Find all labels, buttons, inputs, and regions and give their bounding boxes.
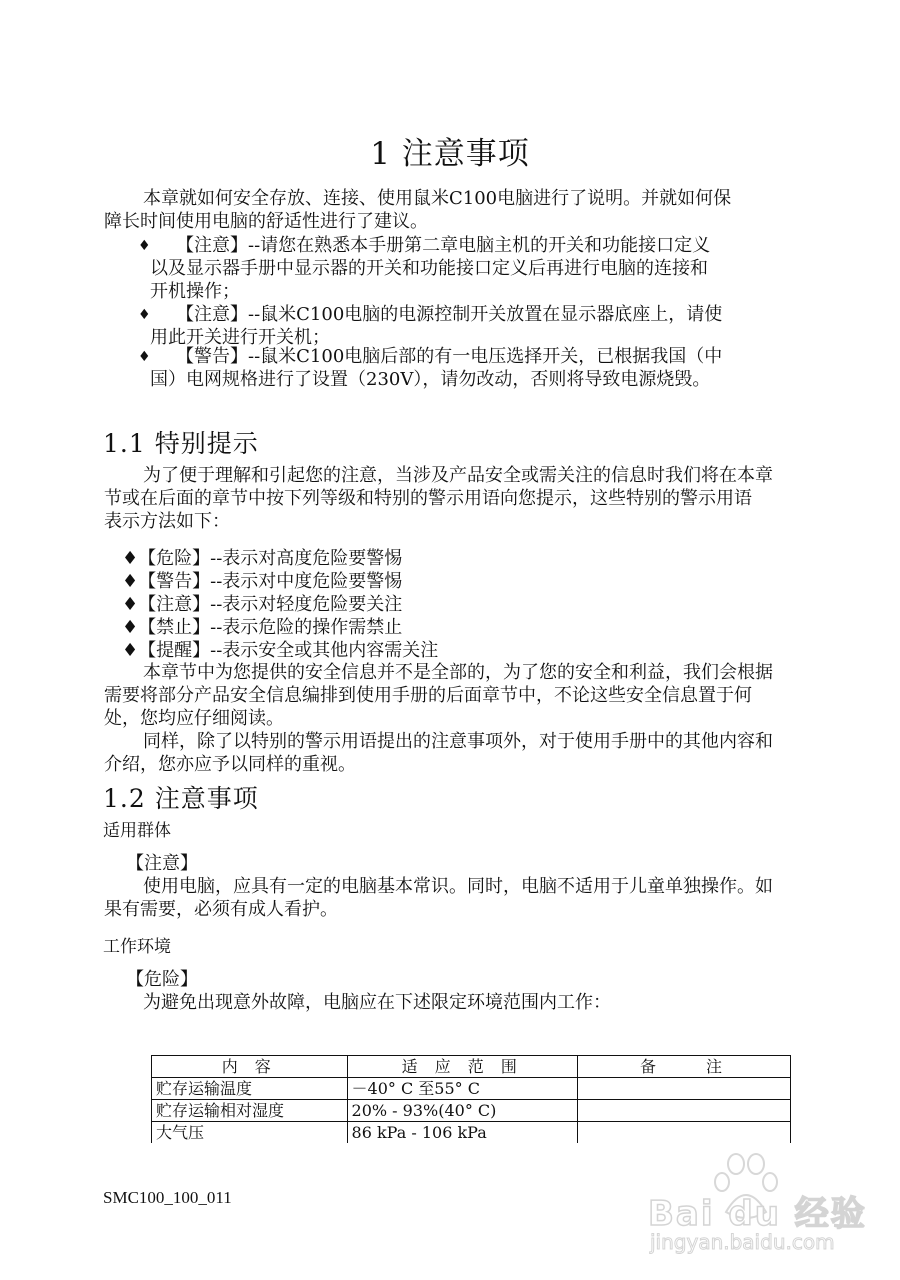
s11-para-line-3: 表示方法如下：	[104, 511, 230, 532]
caution-tag: 【注意】	[126, 853, 198, 874]
bullet-1-line-2: 以及显示器手册中显示器的开关和功能接口定义后再进行电脑的连接和	[150, 258, 708, 279]
work-environment-line: 为避免出现意外故障，电脑应在下述限定环境范围内工作：	[143, 992, 611, 1013]
level-caution: ♦【注意】--表示对轻度危险要关注	[122, 594, 403, 615]
environment-table	[151, 1055, 791, 1143]
table-header-cell: 适 应 范 围	[347, 1056, 577, 1078]
table-cell	[577, 1122, 790, 1144]
s11-para2-line-2: 需要将部分产品安全信息编排到使用手册的后面章节中，不论这些安全信息置于何	[104, 685, 752, 706]
bullet-2-line-2: 用此开关进行开关机；	[150, 327, 330, 348]
bullet-3-line-2: 国）电网规格进行了设置（230V），请勿改动，否则将导致电源烧毁。	[150, 369, 711, 390]
s11-para2-line-1: 本章节中为您提供的安全信息并不是全部的，为了您的安全和利益，我们会根据	[143, 662, 773, 683]
baidu-watermark	[638, 1150, 867, 1260]
level-reminder: ♦【提醒】--表示安全或其他内容需关注	[122, 640, 439, 661]
level-danger: ♦【危险】--表示对高度危险要警惕	[122, 548, 403, 569]
table-cell: －40° C 至55° C	[347, 1078, 577, 1100]
table-cell	[577, 1100, 790, 1122]
chapter-title: 1 注意事项	[370, 136, 530, 172]
section-1-2-heading: 1.2 注意事项	[103, 784, 259, 813]
table-cell	[577, 1078, 790, 1100]
bullet-1-line-1: 【注意】--请您在熟悉本手册第二章电脑主机的开关和功能接口定义	[176, 235, 711, 256]
bullet-3-line-1: 【警告】--鼠米C100电脑后部的有一电压选择开关，已根据我国（中	[176, 346, 723, 367]
bullet-1-line-3: 开机操作；	[150, 281, 240, 302]
table-row	[152, 1122, 791, 1144]
diamond-bullet-icon: ♦	[138, 238, 151, 254]
table-header-cell: 备 注	[577, 1056, 790, 1078]
sub-heading-target-users: 适用群体	[103, 821, 171, 841]
target-users-line-1: 使用电脑，应具有一定的电脑基本常识。同时，电脑不适用于儿童单独操作。如	[143, 876, 773, 897]
watermark-brand: Bai du 经验	[648, 1194, 867, 1234]
watermark-url: jingyan.baidu.com	[650, 1230, 835, 1254]
document-code-footer: SMC100_100_011	[103, 1188, 232, 1207]
intro-line-1: 本章就如何安全存放、连接、使用鼠米C100电脑进行了说明。并就如何保	[143, 188, 732, 209]
diamond-bullet-icon: ♦	[138, 307, 151, 323]
danger-tag: 【危险】	[126, 969, 198, 990]
s11-para3-line-2: 介绍，您亦应予以同样的重视。	[104, 754, 356, 775]
table-row	[152, 1078, 791, 1100]
diamond-bullet-icon: ♦	[138, 349, 151, 365]
table-cell: 20% - 93%(40° C)	[347, 1100, 577, 1122]
table-cell: 86 kPa - 106 kPa	[347, 1122, 577, 1144]
s11-para3-line-1: 同样，除了以特别的警示用语提出的注意事项外，对于使用手册中的其他内容和	[143, 731, 773, 752]
table-row	[152, 1100, 791, 1122]
bullet-2-line-1: 【注意】--鼠米C100电脑的电源控制开关放置在显示器底座上，请使	[176, 304, 723, 325]
level-prohibited: ♦【禁止】--表示危险的操作需禁止	[122, 617, 403, 638]
target-users-line-2: 果有需要，必须有成人看护。	[104, 899, 338, 920]
table-cell: 大气压	[152, 1122, 348, 1144]
table-header-row	[152, 1056, 791, 1078]
s11-para2-line-3: 处，您均应仔细阅读。	[104, 708, 284, 729]
table-cell: 贮存运输温度	[152, 1078, 348, 1100]
s11-para-line-2: 节或在后面的章节中按下列等级和特别的警示用语向您提示，这些特别的警示用语	[104, 488, 752, 509]
table-header-cell: 内 容	[152, 1056, 348, 1078]
s11-para-line-1: 为了便于理解和引起您的注意，当涉及产品安全或需关注的信息时我们将在本章	[143, 465, 773, 486]
level-warning: ♦【警告】--表示对中度危险要警惕	[122, 571, 403, 592]
section-1-1-heading: 1.1 特别提示	[103, 429, 259, 458]
intro-line-2: 障长时间使用电脑的舒适性进行了建议。	[104, 211, 428, 232]
sub-heading-work-environment: 工作环境	[103, 937, 171, 957]
table-cell: 贮存运输相对湿度	[152, 1100, 348, 1122]
